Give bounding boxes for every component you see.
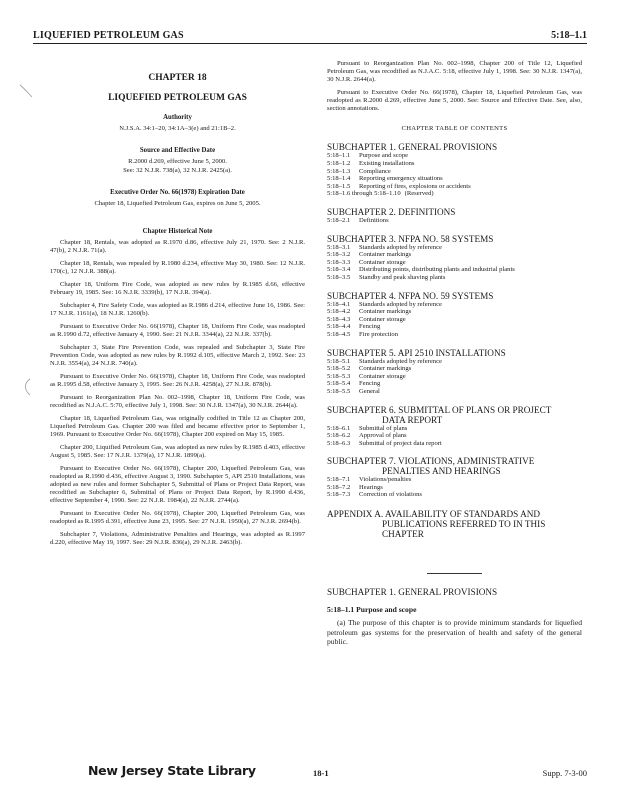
toc-item-number: 5:18–4.3 — [327, 315, 351, 323]
history-paragraph: Pursuant to Executive Order No. 66(1978), Chapter 18, Uniform Fire Code, was readopted as R.1995 d.58, effective January 3, 1995. See: 26 N.J.R. 4258(a), 27 N.J.R. 878(b). — [50, 372, 305, 389]
toc-item — [327, 183, 582, 191]
history-paragraph: Subchapter 4, Fire Safety Code, was adopted as R.1986 d.214, effective June 16, 1986. See: 17 N.J.R. 1161(a), 18 N.J.R. 1260(b). — [50, 301, 305, 317]
toc-item-number: 5:18–1.4 — [327, 175, 351, 183]
toc-item — [327, 323, 582, 331]
toc-item-number: 5:18–2.1 — [327, 217, 351, 225]
executive-order-text: Chapter 18, Liquefied Petroleum Gas, expires on June 5, 2005. — [94, 199, 261, 207]
toc-item — [327, 259, 582, 267]
toc-item — [327, 217, 582, 225]
authority-text: N.J.S.A. 34:1–20, 34:1A–3(e) and 21:1B–2. — [119, 125, 236, 133]
history-paragraph: Pursuant to Executive Order No. 66(1978), Chapter 18, Uniform Fire Code, was readopted as R.1990 d.72, effective January 4, 1990. See: 21 N.J.R. 3344(a), 22 N.J.R. 337(b). — [50, 322, 305, 338]
toc-item-number: 5:18–1.1 — [327, 152, 351, 160]
toc-item-label: Reporting of fires, explosions or accidents — [359, 182, 471, 190]
toc-item-number: 5:18–3.5 — [327, 273, 351, 281]
toc-item — [327, 152, 582, 160]
toc-title: CHAPTER TABLE OF CONTENTS — [401, 125, 508, 133]
toc-item — [327, 331, 582, 339]
toc-item-label: Container markings — [359, 251, 412, 259]
authority-heading: Authority — [163, 114, 192, 122]
toc-item — [327, 160, 582, 168]
toc-item-number: 5:18–5.4 — [327, 380, 351, 388]
toc-item-number: 5:18–7.2 — [327, 483, 351, 491]
history-paragraph: Chapter 200, Liquified Petroleum Gas, was adopted as new rules by R.1985 d.403, effective August 5, 1985. See: 17 N.J.R. 1379(a), 17 N.J.R. 1899(a). — [50, 443, 305, 460]
running-header-title: LIQUEFIED PETROLEUM GAS — [33, 30, 184, 41]
history-heading: Chapter Historical Note — [142, 227, 213, 235]
toc-item-label: Existing installations — [359, 160, 415, 168]
toc-item-number: 5:18–6.1 — [327, 424, 351, 432]
toc-item-number: 5:18–7.3 — [327, 491, 351, 499]
toc-item-label: Container storage — [359, 258, 406, 266]
toc-item-number: 5:18–1.6 through 5:18–1.10 — [327, 190, 401, 198]
supplement-date: Supp. 7-3-00 — [542, 768, 587, 778]
toc-item-label: Standards adopted by reference — [359, 357, 442, 365]
toc-item-label: Compliance — [359, 167, 391, 175]
history-paragraph: Subchapter 7, Violations, Administrative Penalties and Hearings, was adopted as R.1997 d.220, effective May 19, 1997. See: 29 N.J.R. 836(a), 29 N.J.R. 2463(b). — [50, 531, 305, 547]
source-line-2: See: 32 N.J.R. 738(a), 32 N.J.R. 2425(a). — [123, 166, 232, 174]
history-paragraph: Subchapter 3, State Fire Prevention Code, was repealed and Subchapter 3, State Fire Prevention Code, was adopted as new rules by R.1992 d.105, effective March 2, 1992. See: 23 N.J.R. 3554(a), 24 N.J.R. 740(a). — [50, 343, 305, 368]
toc-item-label: Violations/penalties — [359, 476, 412, 484]
toc-item — [327, 316, 582, 324]
toc-item-label: Reporting emergency situations — [359, 175, 443, 183]
section-title: 5:18–1.1 Purpose and scope — [327, 605, 417, 615]
toc-item-number: 5:18–5.1 — [327, 357, 351, 365]
toc-item-number: 5:18–3.4 — [327, 266, 351, 274]
executive-order-heading: Executive Order No. 66(1978) Expiration Date — [110, 188, 245, 196]
toc-item-number: 5:18–4.1 — [327, 300, 351, 308]
subchapter-1-heading: SUBCHAPTER 1. GENERAL PROVISIONS — [327, 587, 498, 598]
history-paragraph: Chapter 18, Liquefied Petroleum Gas, was originally codified in Title 12 as Chapter 200, Liquefied Petroleum Gas. Chapter 200 was filed and became effective prior to September 1, 1969. Pursuant to Executive Order No. 66(1978), Chapter 200 expired on May 15, 1985. — [50, 414, 305, 439]
toc-item-label: Hearings — [359, 483, 383, 491]
left-column — [50, 60, 305, 552]
toc-item — [327, 425, 582, 433]
chapter-title: LIQUEFIED PETROLEUM GAS — [108, 93, 247, 104]
toc-item — [327, 266, 582, 274]
source-heading: Source and Effective Date — [139, 147, 216, 155]
toc-subchapter-heading: SUBCHAPTER 2. DEFINITIONS — [327, 207, 456, 218]
chapter-number: CHAPTER 18 — [148, 73, 207, 83]
history-paragraph: Chapter 18, Uniform Fire Code, was adopted as new rules by R.1985 d.66, effective February 19, 1985. See: 16 N.J.R. 3339(b), 17 N.J.R. 394(a). — [50, 280, 305, 296]
toc-subchapter-heading: SUBCHAPTER 4. NFPA NO. 59 SYSTEMS — [327, 290, 494, 301]
toc-item-label: Container markings — [359, 308, 412, 316]
toc-item-number: 5:18–7.1 — [327, 476, 351, 484]
margin-scribble-mark — [18, 82, 34, 100]
toc-item-label: Fencing — [359, 380, 381, 388]
toc-item — [327, 244, 582, 252]
toc-item-number: 5:18–5.5 — [327, 387, 351, 395]
toc-item — [327, 168, 582, 176]
toc-item-label: Container storage — [359, 315, 406, 323]
toc-item — [327, 301, 582, 309]
toc-item — [327, 190, 582, 198]
toc-item — [327, 274, 582, 282]
source-line-1: R.2000 d.269, effective June 5, 2000. — [128, 158, 227, 166]
history-paragraph: Pursuant to Executive Order No. 66(1978), Chapter 200, Liquefied Petroleum Gas, was readopted as R.1990 d.436, effective August 3, 1990. Subchapter 5, API 2510 Installations, was adopted as new rules and former Subchapter 5, Submittal of Plans or Project Data Report, was recodified as Subchapter 6, Submittal of Plans or Project Data Report, by R.1990 d.436, effective September 4, 1990. See: 22 N.J.R. 1984(a), 22 N.J.R. 2744(a). — [50, 464, 305, 505]
toc-item-number: 5:18–4.5 — [327, 330, 351, 338]
appendix-heading: APPENDIX A. AVAILABILITY OF STANDARDS AND PUBLICATIONS REFERRED TO IN THIS CHAPTER — [327, 509, 546, 540]
toc-item — [327, 358, 582, 366]
history-paragraph: Pursuant to Executive Order No. 66(1978), Chapter 200, Liquefied Petroleum Gas, was readopted as R.1995 d.391, effective June 23, 1995. See: 27 N.J.R. 1950(a), 27 N.J.R. 2694(b). — [50, 510, 305, 526]
toc-item-label: Container storage — [359, 372, 406, 380]
toc-item-label: (Reserved) — [404, 190, 434, 198]
toc-item-number: 5:18–6.3 — [327, 439, 351, 447]
toc-item-label: Fire protection — [359, 330, 399, 338]
history-paragraph: Pursuant to Reorganization Plan No. 002–1998, Chapter 18, Uniform Fire Code, was recodified as N.J.A.C. 5:70, effective July 1, 1998. See: 30 N.J.R. 1347(a), 30 N.J.R. 2644(a). — [50, 393, 305, 410]
toc-item — [327, 175, 582, 183]
history-paragraph: Chapter 18, Rentals, was repealed by R.1980 d.234, effective May 30, 1980. See: 12 N.J.R. 170(c), 12 N.J.R. 388(a). — [50, 259, 305, 276]
toc-item-label: Standards adopted by reference — [359, 243, 442, 251]
toc-item — [327, 380, 582, 388]
section-body: (a) The purpose of this chapter is to provide minimum standards for liquefied petroleum gas systems for the preservation of health and safety of the general public. — [327, 618, 582, 647]
toc-item — [327, 476, 582, 484]
toc-item-label: Fencing — [359, 323, 381, 331]
toc-item-label: Submittal of plans — [359, 424, 408, 432]
toc-item — [327, 373, 582, 381]
library-stamp-logo: New Jersey State Library — [88, 763, 256, 778]
section-divider — [427, 573, 482, 574]
toc-item — [327, 432, 582, 440]
toc-item-label: General — [359, 387, 380, 395]
intro-paragraph: Pursuant to Reorganization Plan No. 002–1998, Chapter 200 of Title 12, Liquefied Petroleum Gas, was recodified as N.J.A.C. 5:18, effective July 1, 1998. See: 30 N.J.R. 1347(a), 30 N.J.R. 2644(a). — [327, 60, 582, 84]
right-column — [327, 60, 582, 647]
toc-subchapter-heading: SUBCHAPTER 5. API 2510 INSTALLATIONS — [327, 347, 506, 358]
toc-item-number: 5:18–1.3 — [327, 167, 351, 175]
toc-item-label: Definitions — [359, 217, 389, 225]
intro-paragraph: Pursuant to Executive Order No. 66(1978), Chapter 18, Liquefied Petroleum Gas, was readopted as R.2000 d.269, effective June 5, 2000. See: Source and Effective Date. See, also, section annotations. — [327, 89, 582, 113]
toc-item-number: 5:18–3.1 — [327, 243, 351, 251]
toc-item-number: 5:18–5.3 — [327, 372, 351, 380]
toc-item-label: Purpose and scope — [359, 152, 409, 160]
toc-item-number: 5:18–1.2 — [327, 160, 351, 168]
toc-item-label: Standards adopted by reference — [359, 300, 442, 308]
history-paragraph: Chapter 18, Rentals, was adopted as R.1970 d.86, effective July 21, 1970. See: 2 N.J.R. 47(b), 2 N.J.R. 71(a). — [50, 238, 305, 255]
toc-item-label: Distributing points, distributing plants and industrial plants — [359, 266, 515, 274]
toc-item-label: Standby and peak shaving plants — [359, 273, 446, 281]
toc-item — [327, 365, 582, 373]
toc-item — [327, 484, 582, 492]
toc-item — [327, 308, 582, 316]
toc-item-number: 5:18–4.4 — [327, 323, 351, 331]
toc-subchapter-heading: SUBCHAPTER 3. NFPA NO. 58 SYSTEMS — [327, 233, 494, 244]
toc-item — [327, 251, 582, 259]
margin-bracket-mark — [18, 378, 34, 396]
toc-item-number: 5:18–4.2 — [327, 308, 351, 316]
toc-item-number: 5:18–3.2 — [327, 251, 351, 259]
toc-item — [327, 491, 582, 499]
toc-item — [327, 388, 582, 396]
toc-item-number: 5:18–6.2 — [327, 432, 351, 440]
header-rule — [33, 43, 587, 44]
toc-subchapter-heading: SUBCHAPTER 6. SUBMITTAL OF PLANS OR PROJECT DATA REPORT — [327, 404, 552, 425]
toc-subchapter-heading: SUBCHAPTER 1. GENERAL PROVISIONS — [327, 142, 498, 153]
running-header-section: 5:18–1.1 — [551, 30, 587, 41]
toc-item-label: Container markings — [359, 365, 412, 373]
toc-item — [327, 440, 582, 448]
toc-item-label: Correction of violations — [359, 491, 422, 499]
toc-list — [327, 142, 582, 499]
toc-item-number: 5:18–1.5 — [327, 182, 351, 190]
toc-item-label: Submittal of project data report — [359, 439, 442, 447]
toc-item-number: 5:18–5.2 — [327, 365, 351, 373]
toc-subchapter-heading: SUBCHAPTER 7. VIOLATIONS, ADMINISTRATIVE PENALTIES AND HEARINGS — [327, 456, 535, 477]
toc-item-number: 5:18–3.3 — [327, 258, 351, 266]
toc-item-label: Approval of plans — [359, 432, 407, 440]
page-number: 18-1 — [313, 768, 329, 778]
